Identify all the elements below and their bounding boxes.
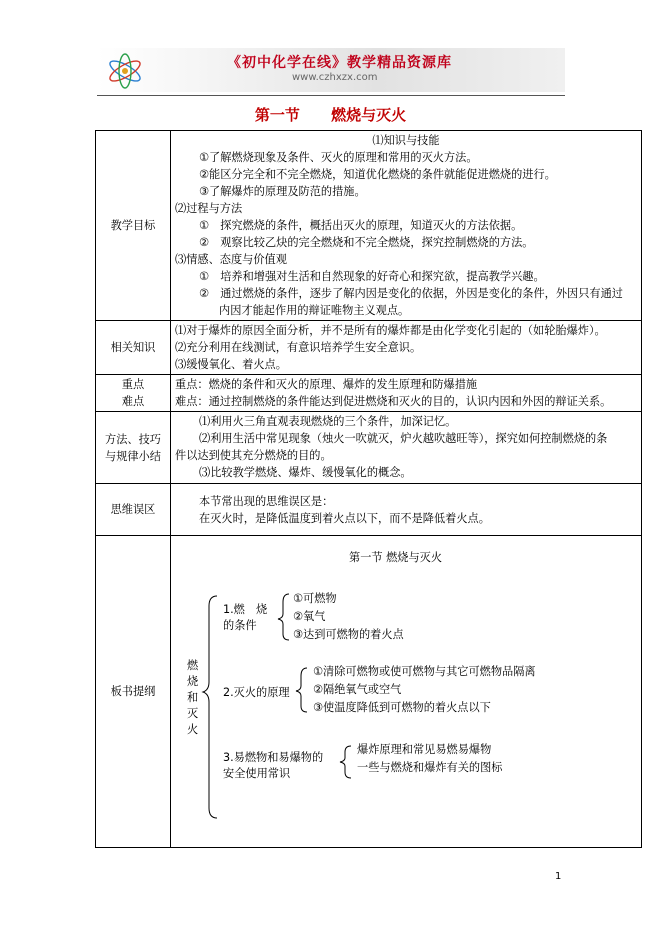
keypoint-line: 难点：通过控制燃烧的条件能达到促进燃烧和灭火的目的，认识内因和外因的辩证关系。 (175, 395, 612, 408)
board-outline (171, 536, 641, 844)
label-difficult: 难点 (121, 395, 145, 408)
root-char: 燃 (187, 659, 199, 672)
row-methods (96, 412, 642, 484)
label-methods-2: 与规律小结 (105, 449, 161, 463)
root-brace (203, 596, 217, 818)
board-title: 第一节 燃烧与灭火 (349, 551, 443, 564)
row-misconceptions (96, 484, 642, 536)
misconception-line: 本节常出现的思维误区是： (199, 494, 334, 508)
branch1-item: ③达到可燃物的着火点 (293, 628, 404, 641)
goal-line: ①了解燃烧现象及条件、灭火的原理和常用的灭火方法。 (199, 151, 478, 164)
branch2-label: 2.灭火的原理 (223, 686, 290, 699)
page-title: 第一节 燃烧与灭火 (254, 106, 407, 124)
branch3-label: 安全使用常识 (223, 767, 291, 780)
label-methods (96, 412, 171, 484)
branch1-item: ②氧气 (293, 610, 326, 623)
branch1-brace (278, 594, 289, 640)
goal-line: ① 探究燃烧的条件，概括出灭火的原理，知道灭火的方法依据。 (199, 219, 523, 232)
branch2-item: ①清除可燃物或使可燃物与其它可燃物品隔离 (313, 665, 536, 678)
branch2-brace (296, 668, 307, 712)
branch2-item: ③使温度降低到可燃物的着火点以下 (313, 701, 491, 714)
banner-url: www.czhxzx.com (292, 72, 378, 83)
label-board-outline: 板书提纲 (96, 536, 171, 848)
goal-line: ⑴知识与技能 (372, 134, 440, 147)
page-number: 1 (555, 871, 562, 882)
root-char: 烧 (187, 675, 199, 688)
related-line: ⑶缓慢氧化、着火点。 (175, 358, 287, 371)
branch1-item: ①可燃物 (293, 592, 337, 605)
row-teaching-goals (96, 131, 642, 321)
row-key-difficult (96, 375, 642, 412)
header-banner (97, 48, 565, 92)
branch1-label: 的条件 (223, 619, 257, 632)
content-misconceptions (171, 484, 642, 536)
content-key-difficult (171, 375, 642, 412)
branch3-item: 一些与燃烧和爆炸有关的图标 (357, 761, 503, 774)
branch3-brace (340, 746, 351, 778)
branch3-item: 爆炸原理和常见易燃易爆物 (357, 743, 492, 756)
lesson-plan-table (95, 130, 642, 848)
root-char: 火 (187, 723, 199, 736)
method-line: ⑴利用火三角直观表现燃烧的三个条件，加深记忆。 (199, 415, 457, 428)
goal-line: ② 通过燃烧的条件，逐步了解内因是变化的依据，外因是变化的条件，外因只有通过 (199, 287, 623, 300)
content-board-outline (171, 536, 642, 848)
label-key: 重点 (121, 378, 145, 391)
content-methods (171, 412, 642, 484)
related-line: ⑵充分利用在线测试，有意识培养学生安全意识。 (175, 341, 422, 354)
method-line: ⑵利用生活中常见现象（烛火一吹就灭，炉火越吹越旺等），探究如何控制燃烧的条 (199, 432, 608, 445)
label-methods-1: 方法、技巧 (105, 432, 161, 446)
goal-line: ② 观察比较乙炔的完全燃烧和不完全燃烧，探究控制燃烧的方法。 (199, 236, 534, 249)
goal-line: ① 培养和增强对生活和自然现象的好奇心和探究欲，提高教学兴趣。 (199, 270, 545, 283)
goal-line: ⑵过程与方法 (175, 202, 243, 215)
header-divider (97, 95, 565, 96)
goal-line: ⑶情感、态度与价值观 (175, 253, 287, 266)
branch1-label: 1.燃 烧 (223, 603, 268, 616)
related-line: ⑴对于爆炸的原因全面分析，并不是所有的爆炸都是由化学变化引起的（如轮胎爆炸）。 (175, 324, 606, 337)
misconception-line: 在灭火时，是降低温度到着火点以下，而不是降低着火点。 (199, 511, 490, 525)
keypoint-line: 重点：燃烧的条件和灭火的原理、爆炸的发生原理和防爆措施 (175, 378, 478, 391)
method-line: 件以达到使其充分燃烧的目的。 (175, 449, 332, 462)
row-board-outline (96, 536, 642, 848)
content-related-knowledge (171, 321, 642, 375)
branch3-label: 3.易燃物和易爆物的 (223, 751, 324, 764)
root-char: 和 (187, 691, 199, 704)
goal-line: ③了解爆炸的原理及防范的措施。 (199, 185, 366, 198)
label-key-difficult (96, 375, 171, 412)
label-misconceptions: 思维误区 (96, 484, 171, 536)
method-line: ⑶比较教学燃烧、爆炸、缓慢氧化的概念。 (199, 466, 412, 479)
branch2-item: ②隔绝氧气或空气 (313, 683, 402, 696)
label-related-knowledge: 相关知识 (96, 321, 171, 375)
banner-title: 《初中化学在线》教学精品资源库 (227, 55, 452, 71)
content-teaching-goals (171, 131, 642, 321)
goal-line: 内因才能起作用的辩证唯物主义观点。 (219, 304, 410, 317)
label-teaching-goals: 教学目标 (96, 131, 171, 321)
atom-logo-icon (105, 52, 145, 90)
root-char: 灭 (187, 707, 199, 720)
row-related-knowledge (96, 321, 642, 375)
goal-line: ②能区分完全和不完全燃烧，知道优化燃烧的条件就能促进燃烧的进行。 (199, 168, 556, 181)
